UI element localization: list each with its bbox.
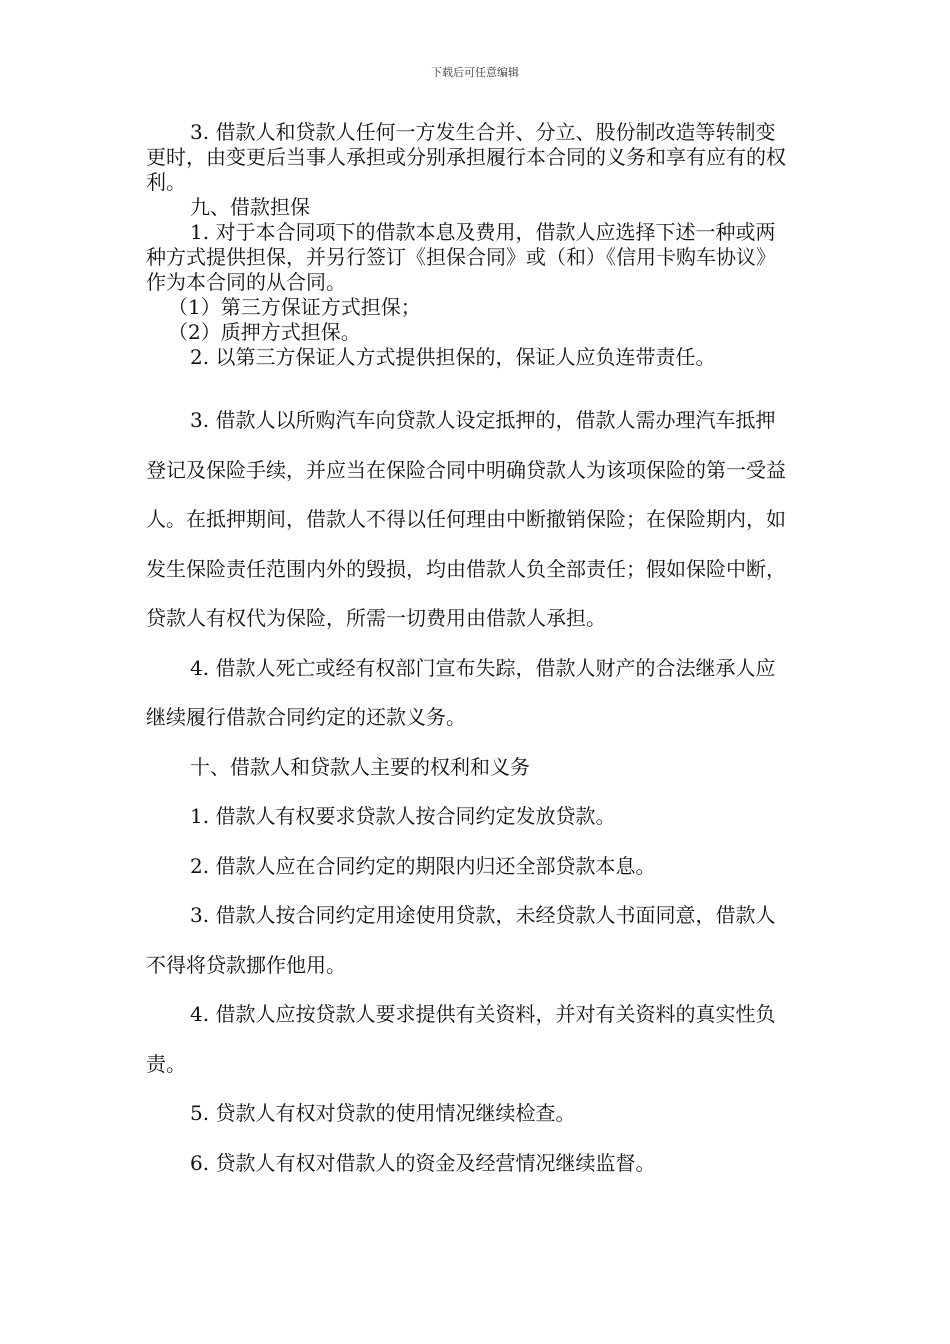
tight-section (146, 120, 786, 370)
page-header: 下载后可任意编辑 (431, 66, 519, 79)
loose-section (146, 396, 786, 1188)
paragraph: 1. 对于本合同项下的借款本息及费用，借款人应选择下述一种或两种方式提供担保，并另行签订《担保合同》或（和）《信用卡购车协议》作为本合同的从合同。 (146, 220, 776, 294)
section-heading: 十、借款人和贷款人主要的权利和义务 (190, 754, 530, 779)
paragraph: 2. 借款人应在合同约定的期限内归还全部贷款本息。 (190, 853, 656, 878)
paragraph: 3. 借款人以所购汽车向贷款人设定抵押的，借款人需办理汽车抵押登记及保险手续，并应当在保险合同中明确贷款人为该项保险的第一受益人。在抵押期间，借款人不得以任何理由中断撤销保险；在保险期内，如发生保险责任范围内外的毁损，均由借款人负全部责任；假如保险中断，贷款人有权代为保险，所需一切费用由借款人承担。 (146, 408, 786, 630)
document-body (146, 120, 786, 1188)
paragraph: 6. 贷款人有权对借款人的资金及经营情况继续监督。 (190, 1150, 656, 1175)
paragraph: 4. 借款人应按贷款人要求提供有关资料，并对有关资料的真实性负责。 (146, 1002, 776, 1076)
paragraph: 4. 借款人死亡或经有权部门宣布失踪，借款人财产的合法继承人应继续履行借款合同约定的还款义务。 (146, 655, 776, 729)
list-item: （1）第三方保证方式担保； (168, 295, 421, 319)
spacer (146, 370, 786, 396)
section-heading: 九、借款担保 (190, 195, 310, 219)
paragraph: 5. 贷款人有权对贷款的使用情况继续检查。 (190, 1101, 576, 1125)
paragraph: 3. 借款人和贷款人任何一方发生合并、分立、股份制改造等转制变更时，由变更后当事人承担或分别承担履行本合同的义务和享有应有的权利。 (146, 120, 786, 194)
list-item: （2）质押方式担保。 (168, 320, 361, 344)
paragraph: 1. 借款人有权要求贷款人按合同约定发放贷款。 (190, 804, 616, 828)
paragraph: 3. 借款人按合同约定用途使用贷款，未经贷款人书面同意，借款人不得将贷款挪作他用。 (146, 903, 776, 977)
paragraph: 2. 以第三方保证人方式提供担保的，保证人应负连带责任。 (190, 345, 716, 369)
